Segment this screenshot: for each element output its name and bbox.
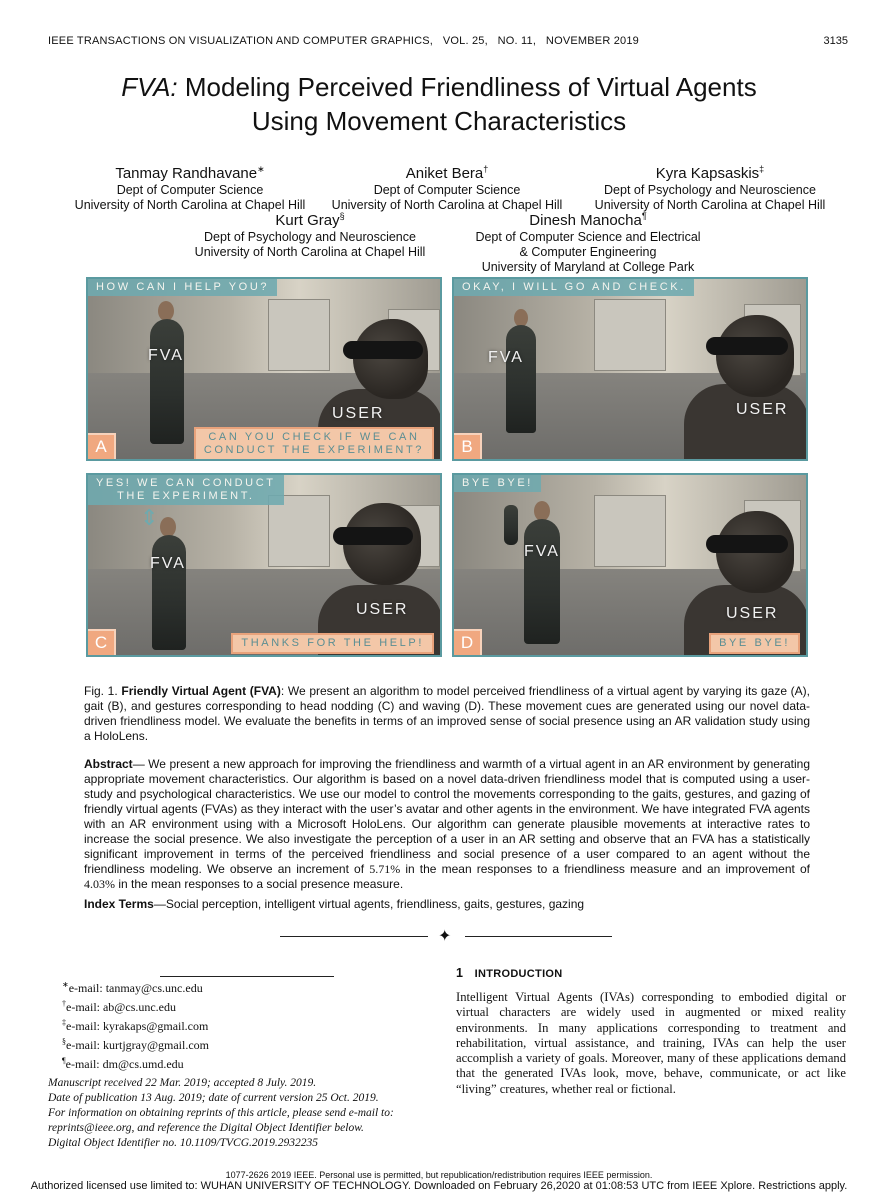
fva-label: FVA [488,349,524,366]
figure-caption-bold: Friendly Virtual Agent (FVA) [121,684,281,698]
page-number: 3135 [823,35,848,47]
abstract-text-3: in the mean responses to a social presence measure. [115,877,404,891]
author-mark: † [483,164,489,174]
index-terms-label: Index Terms [84,897,154,911]
section-number: 1 [456,966,464,980]
author-dept-2: & Computer Engineering [519,245,657,259]
author-name: Kyra Kapsaskis [655,165,760,182]
abstract [84,757,810,892]
agent-speech-caption: HOW CAN I HELP YOU? [88,279,277,296]
figure-panel-b [452,277,808,461]
footnote-text: e-mail: ab@cs.unc.edu [66,1000,177,1014]
author-affiliation: University of North Carolina at Chapel Hill [74,198,306,212]
user-speech-reply [194,427,434,461]
user-speech-reply: THANKS FOR THE HELP! [231,633,434,654]
manuscript-notes [48,1076,428,1151]
footnote-mark: † [62,999,66,1008]
journal-name: IEEE TRANSACTIONS ON VISUALIZATION AND COMPUTER GRAPHICS, [48,35,434,47]
reply-line-2: CONDUCT THE EXPERIMENT? [203,444,424,456]
doi: Digital Object Identifier no. 10.1109/TVCG.2019.2932235 [48,1137,319,1149]
figure-label: Fig. 1. [84,684,118,698]
caption-line-1: YES! WE CAN CONDUCT [96,477,276,489]
figure-panel-d [452,473,808,657]
author-affiliation: University of North Carolina at Chapel Hill [594,198,826,212]
title-line-1: Modeling Perceived Friendliness of Virtual Agents [177,72,757,102]
license-line: Authorized licensed use limited to: WUHAN UNIVERSITY OF TECHNOLOGY. Downloaded on February 26,2020 at 01:08:53 UTC from IEEE Xplore. Restrictions apply. [30,1180,848,1192]
intro-heading [456,966,563,980]
footnote-item [62,1015,209,1034]
author-block-5 [438,207,738,275]
fva-label: FVA [148,347,184,364]
divider-star-icon: ✦ [438,928,452,945]
index-terms-text: —Social perception, intelligent virtual agents, friendliness, gaits, gestures, gazing [153,897,585,911]
figure-panel-a [86,277,442,461]
abstract-label: Abstract [84,757,133,771]
figure-caption-text: : We present an algorithm to model perceived friendliness of a virtual agent by varying its gaze (A), gait (B), and gestures corresponding to head nodding (C) and waving (D). These movement cues are generated using our novel data-driven friendliness model. We evaluate the benefits in terms of an improved sense of social presence using an AR validation study using a HoloLens. [84,684,810,743]
author-dept: Dept of Computer Science [116,183,264,197]
panel-letter: A [88,433,116,459]
fva-label: FVA [150,555,186,572]
footnotes [62,977,209,1072]
footnote-item [62,977,209,996]
author-block-1 [40,160,340,213]
user-label: USER [726,605,779,622]
title-line-2: Using Movement Characteristics [251,106,627,136]
scene-image [454,279,806,459]
footnote-mark: ‡ [62,1018,66,1027]
fva-label: FVA [524,543,560,560]
user-speech-reply: BYE BYE! [709,633,800,654]
author-dept: Dept of Psychology and Neuroscience [204,230,416,244]
running-header [48,35,639,47]
panel-letter: D [454,629,482,655]
panel-letter: C [88,629,116,655]
caption-line-2: THE EXPERIMENT. [117,490,255,502]
abstract-percent-1: 5.71% [369,862,401,876]
user-label: USER [736,401,789,418]
footnote-text: e-mail: kyrakaps@gmail.com [66,1019,209,1033]
footnote-mark: ∗ [62,980,69,989]
footnote-text: e-mail: kurtjgray@gmail.com [66,1038,210,1052]
footnote-text: e-mail: dm@cs.umd.edu [65,1057,184,1071]
figure-caption [84,684,810,744]
agent-speech-caption: BYE BYE! [454,475,541,492]
section-title: INTRODUCTION [474,968,563,980]
author-block-2 [300,160,594,213]
footnote-text: e-mail: tanmay@cs.unc.edu [68,981,203,995]
author-block-3 [560,160,860,213]
abstract-percent-2: 4.03% [84,877,115,891]
footnote-mark: § [62,1037,66,1046]
nod-arrow-icon: ⇕ [140,505,159,530]
reprint-email: reprints@ieee.org, and reference the Digital Object Identifier below. [48,1122,364,1134]
title-prefix: FVA: [121,72,178,102]
footnote-mark: ¶ [62,1056,66,1065]
index-terms [84,897,810,912]
author-name: Kurt Gray [275,212,340,229]
author-mark: ∗ [257,164,265,174]
author-dept: Dept of Computer Science and Electrical [475,230,701,244]
author-name: Aniket Bera [405,165,484,182]
issue-date: NOVEMBER 2019 [545,35,640,47]
paper-title [0,70,878,138]
volume: VOL. 25, [442,35,488,47]
section-divider-left [280,936,428,937]
footnote-item [62,1053,209,1072]
author-name: Dinesh Manocha [529,212,642,229]
author-affiliation: University of North Carolina at Chapel Hill [331,198,563,212]
manuscript-received: Manuscript received 22 Mar. 2019; accepted 8 July. 2019. [48,1077,317,1089]
user-label: USER [356,601,409,618]
author-dept: Dept of Computer Science [373,183,521,197]
author-block-4 [160,207,460,260]
author-name: Tanmay Randhavane [115,165,258,182]
panel-letter: B [454,433,482,459]
author-mark: § [339,211,345,221]
footnote-item [62,996,209,1015]
figure-panel-c [86,473,442,657]
user-label: USER [332,405,385,422]
section-divider-right [465,936,612,937]
intro-paragraph: Intelligent Virtual Agents (IVAs) corresponding to embodied digital or virtual characters are widely used in augmented or mixed reality environments. In many applications corresponding to treatment and rehabilitation, virtual assistance, and training, IVAs can help the user accomplish a variety of goals. Moreover, many of these applications demand that the generated IVAs look, move, behave, communicate, or act like “living” creatures, whether real or fictional. [456,990,846,1096]
reprint-info: For information on obtaining reprints of this article, please send e-mail to: [48,1107,394,1119]
abstract-text-2: in the mean responses to a friendliness measure and an improvement of [400,862,810,876]
copyright-line: 1077-2626 2019 IEEE. Personal use is permitted, but republication/redistribution requires IEEE permission. [225,1170,653,1180]
author-dept: Dept of Psychology and Neuroscience [604,183,816,197]
reply-line-1: CAN YOU CHECK IF WE CAN [208,431,420,443]
author-affiliation: University of North Carolina at Chapel Hill [194,245,426,259]
author-mark: ¶ [641,211,647,221]
footnote-item [62,1034,209,1053]
author-mark: ‡ [759,164,765,174]
scene-image [454,475,806,655]
publication-date: Date of publication 13 Aug. 2019; date of current version 25 Oct. 2019. [48,1092,379,1104]
author-affiliation: University of Maryland at College Park [481,260,695,274]
agent-speech-caption: OKAY, I WILL GO AND CHECK. [454,279,694,296]
abstract-text-1: — We present a new approach for improving the friendliness and warmth of a virtual agent in an AR environment by generating appropriate movement characteristics. Our algorithm is based on a novel data-driven friendliness model that is computed using a user-study and psychological characteristics. We use our model to control the movements corresponding to the gaits, gestures, and gazing of friendly virtual agents (FVAs) as they interact with the user’s avatar and other agents in the environment. We have integrated FVA agents with an AR environment using with a Microsoft HoloLens. Our algorithm can generate plausible movements at interactive rates to increase the social presence. We also investigate the perception of a user in an AR setting and observe that an FVA has a statistically significant improvement in terms of the perceived friendliness and social presence of a user compared to an agent without the friendliness modeling. We observe an increment of [84,757,810,876]
issue-number: NO. 11, [497,35,537,47]
agent-speech-caption [88,475,284,505]
